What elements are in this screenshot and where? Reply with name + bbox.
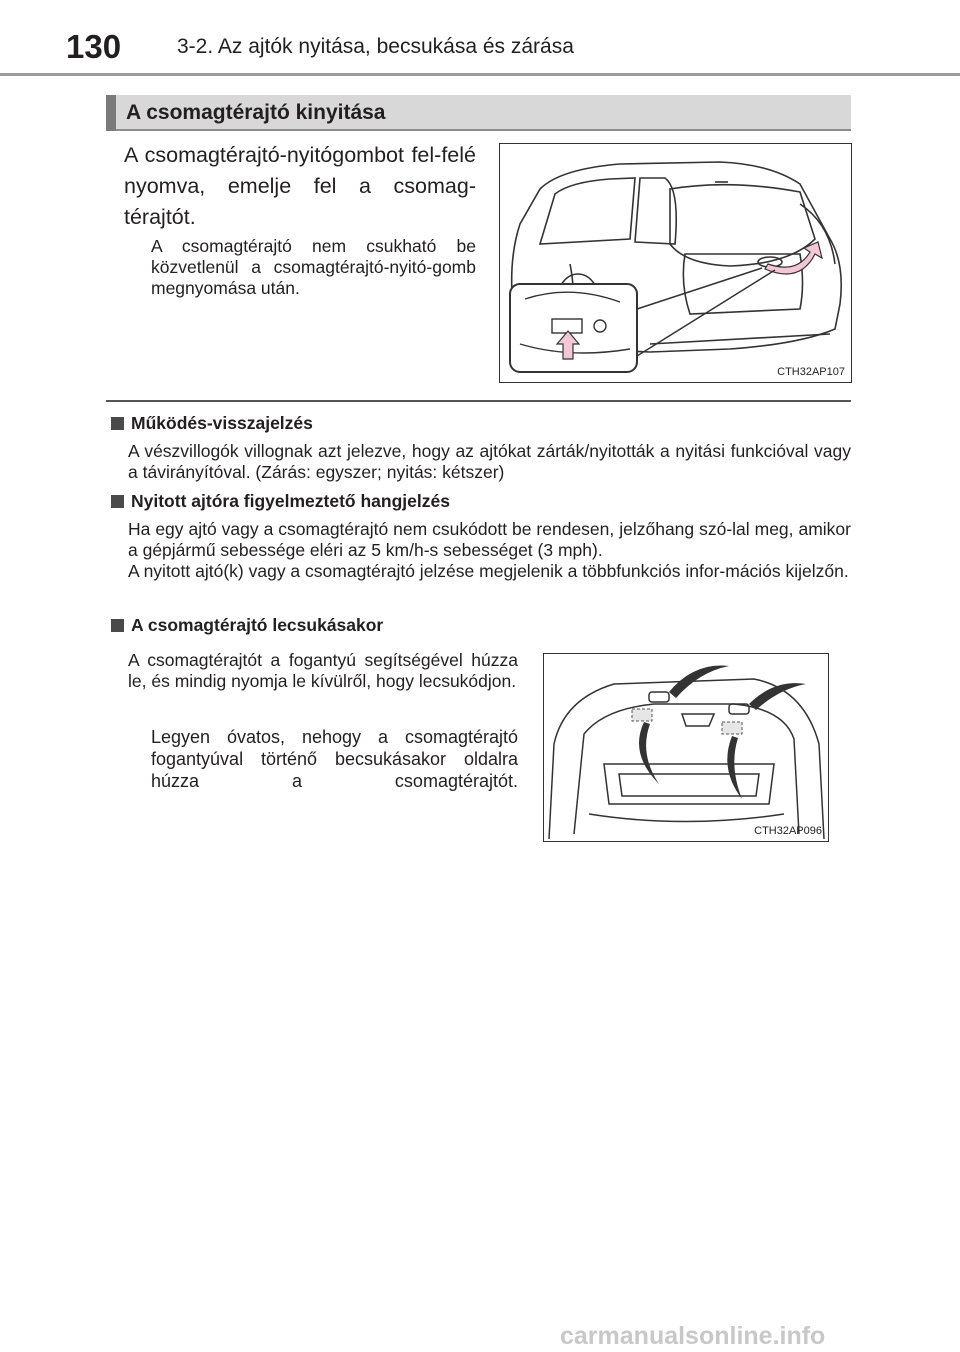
- subheading-closing-tailgate: [111, 615, 383, 636]
- header-divider: [0, 73, 960, 76]
- closing-tailgate-text: A csomagtérajtót a fogantyú segítségével húzza le, és mindig nyomja le kívülről, hogy lecsukódjon.: [128, 650, 518, 691]
- tailgate-handle-figure: [543, 653, 829, 842]
- section-title: A csomagtérajtó kinyitása: [126, 101, 386, 124]
- section-heading-accent: [106, 95, 116, 131]
- subheading-text: A csomagtérajtó lecsukásakor: [131, 615, 384, 635]
- page-number: 130: [66, 28, 122, 65]
- tailgate-interior-illustration: [544, 654, 828, 841]
- square-bullet-icon: [111, 619, 124, 632]
- subheading-operation-signal: [111, 413, 313, 434]
- watermark: carmanualsonline.info: [560, 1322, 826, 1350]
- section-heading-underline: [116, 129, 851, 131]
- square-bullet-icon: [111, 417, 124, 430]
- subheading-text: Nyitott ajtóra figyelmeztető hangjelzés: [131, 491, 450, 511]
- open-door-display-text: A nyitott ajtó(k) vagy a csomagtérajtó jelzése megjelenik a többfunkciós infor-mációs kijelzőn.: [128, 561, 849, 581]
- square-bullet-icon: [111, 495, 124, 508]
- figure-code: CTH32AP096: [754, 825, 822, 837]
- section-divider: [106, 400, 851, 402]
- instruction-text: A csomagtérajtó-nyitógombot fel-felé nyomva, emelje fel a csomag-térajtót.: [124, 143, 476, 229]
- closing-tailgate-note: Legyen óvatos, nehogy a csomagtérajtó fogantyúval történő becsukásakor oldalra húzza a csomagtérajtót.: [151, 727, 518, 791]
- subheading-text: Működés-visszajelzés: [131, 413, 313, 433]
- car-rear-illustration: [500, 144, 851, 382]
- operation-signal-text: A vészvillogók villognak azt jelezve, hogy az ajtókat zárták/nyitották a nyitási funkcióval vagy a távirányítóval. (Zárás: egyszer; nyitás: kétszer): [128, 441, 851, 482]
- open-door-buzzer-text: Ha egy ajtó vagy a csomagtérajtó nem csukódott be rendesen, jelzőhang szó-lal meg, amikor a gépjármű sebessége eléri az 5 km/h-s sebességet (3 mph).: [128, 519, 851, 560]
- subheading-open-door-buzzer: [111, 491, 450, 512]
- chapter-title: 3-2. Az ajtók nyitása, becsukása és zárása: [177, 35, 574, 58]
- tailgate-opener-figure: [499, 143, 852, 383]
- instruction-note: A csomagtérajtó nem csukható be közvetlenül a csomagtérajtó-nyitó-gomb megnyomása után.: [151, 236, 476, 298]
- section-heading: [106, 95, 851, 131]
- figure-code: CTH32AP107: [777, 366, 845, 378]
